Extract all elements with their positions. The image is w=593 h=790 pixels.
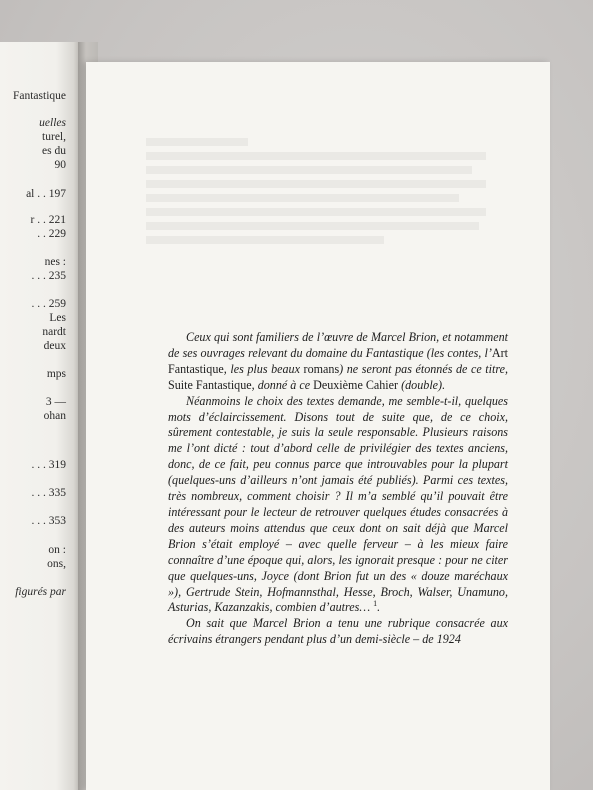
show-through-text <box>146 132 486 302</box>
left-page-fragment: al . . 197 <box>26 188 66 200</box>
left-page <box>0 42 80 790</box>
left-page-fragment: es du <box>42 145 66 157</box>
left-page-fragment: ohan <box>43 410 66 422</box>
left-page-fragment: deux <box>43 340 66 352</box>
text-run: (double). <box>398 377 446 392</box>
left-page-fragment: . . . 235 <box>31 270 66 282</box>
left-page-fragment: figurés par <box>15 586 66 598</box>
left-page-fragment: uelles <box>39 117 66 129</box>
paragraph <box>168 394 508 617</box>
right-page <box>86 62 550 790</box>
left-page-fragment: . . . 335 <box>31 487 66 499</box>
text-run: , donné à ce <box>251 377 314 392</box>
text-run: ) ne seront pas étonnés de ce titre, <box>339 361 508 376</box>
paragraph <box>168 616 508 648</box>
left-page-fragment: . . . 319 <box>31 459 66 471</box>
left-page-fragment: 90 <box>54 159 66 171</box>
text-run: Ceux qui sont familiers de l’œuvre de Marcel Brion, et notamment de ses ouvrages relevant du domaine du Fantastique (les contes, l’ <box>168 330 508 360</box>
footnote-marker: 1 <box>373 599 378 609</box>
paragraph <box>168 330 508 394</box>
left-page-fragment: . . . 259 <box>31 298 66 310</box>
text-run: romans <box>303 361 340 376</box>
body-text <box>168 330 508 648</box>
left-page-fragment: nardt <box>42 326 66 338</box>
left-page-fragment: Fantastique <box>12 90 66 102</box>
left-page-fragment: mps <box>46 368 66 380</box>
text-run: Néanmoins le choix des textes demande, me semble-t-il, quelques mots d’éclaircissement. Disons tout de suite que, de ce choix, sûrement contestable, je suis la seule responsable. Plusieurs raisons me l’ont dicté : tout d’abord celle de privilégier des textes anciens, donc, de ce fait, peu connus parce que introuvables pour la plupart (quelques-uns d’ailleurs n’ont jamais été publiés). Parmi ces textes, très nombreux, comment choisir ? Il m’a semblé qu’il pouvait être intéressant pour le lecteur de retrouver quelques études consacrées à des auteurs moins attendus que ceux dont on sait déjà que Marcel Brion s’était employé – avec quelle ferveur – à les mieux faire connaître d’une époque qui, alors, les ignorait presque : pour ne citer que quelques-uns, Joyce (dont Brion fut un des « douze maréchaux »), Gertrude Stein, Hofmannsthal, Hesse, Broch, Walser, Unamuno, Asturias, Kazanzakis, combien d’autres… <box>168 393 508 615</box>
left-page-fragment: on : <box>48 544 66 556</box>
text-run: On sait que Marcel Brion a tenu une rubrique consacrée aux écrivains étrangers pendant plus d’un demi-siècle – de 1924 <box>168 616 508 647</box>
text-run: Art Fantastique <box>168 345 508 376</box>
left-page-fragment: . . . 353 <box>31 515 66 527</box>
text-run: , les plus beaux <box>223 361 304 376</box>
left-page-fragment: r . . 221 <box>30 214 66 226</box>
left-page-fragment: turel, <box>42 131 66 143</box>
text-run: . <box>377 600 381 615</box>
left-page-fragment: Les <box>49 312 66 324</box>
left-page-fragment: . . 229 <box>37 228 66 240</box>
text-run: Suite Fantastique <box>168 377 252 392</box>
left-page-fragment: nes : <box>44 256 66 268</box>
left-page-fragment: ons, <box>47 558 66 570</box>
text-run: Deuxième Cahier <box>313 377 399 392</box>
left-page-fragment: 3 — <box>45 396 66 408</box>
